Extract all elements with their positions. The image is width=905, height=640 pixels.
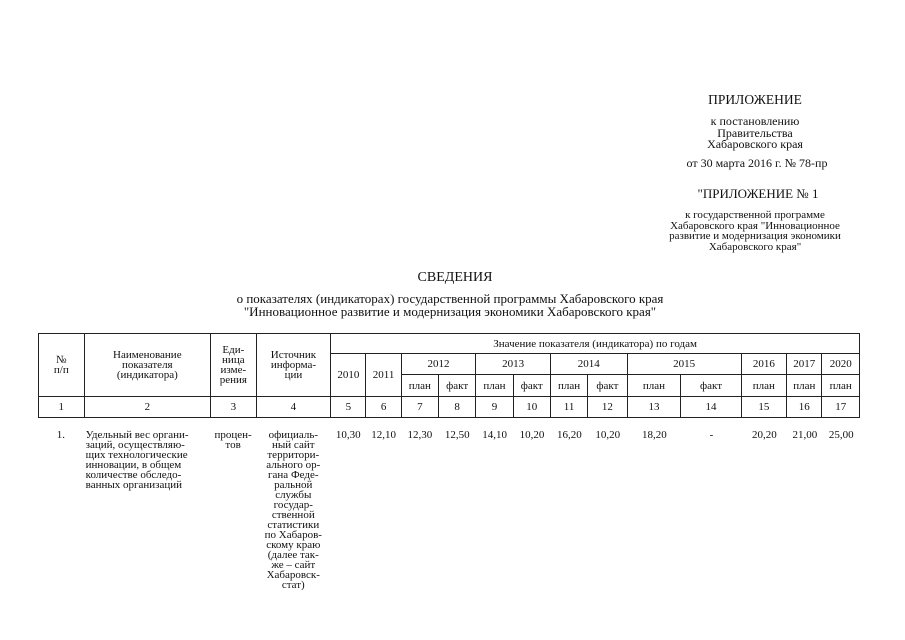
plan-2016: план xyxy=(741,375,787,397)
col-number-11: 11 xyxy=(550,397,587,418)
col-number-4: 4 xyxy=(256,397,331,418)
year-2016: 2016 xyxy=(741,354,787,375)
col-number-12: 12 xyxy=(588,397,627,418)
col-number-2: 2 xyxy=(84,397,210,418)
fact-2013: факт xyxy=(513,375,550,397)
plan-2015: план xyxy=(627,375,681,397)
value-2013-plan: 14,10 xyxy=(482,429,507,441)
value-2011: 12,10 xyxy=(371,429,396,441)
col-number-6: 6 xyxy=(366,397,401,418)
plan-2013: план xyxy=(476,375,513,397)
plan-2012: план xyxy=(401,375,438,397)
plan-2014: план xyxy=(550,375,587,397)
resolution-date: от 30 марта 2016 г. № 78-пр xyxy=(686,156,828,170)
table-row xyxy=(38,430,860,590)
year-2015: 2015 xyxy=(627,354,741,375)
value-2015-plan: 18,20 xyxy=(642,429,667,441)
year-2014: 2014 xyxy=(550,354,627,375)
col-number-8: 8 xyxy=(439,397,476,418)
col-number-5: 5 xyxy=(331,397,366,418)
indicator-unit: процен- тов xyxy=(214,429,252,451)
value-2017-plan: 21,00 xyxy=(792,429,818,441)
resolution-reference: к постановлению Правительства Хабаровского края xyxy=(707,114,803,151)
value-2014-plan: 16,20 xyxy=(556,429,582,441)
program-reference: к государственной программе Хабаровского края "Инновационное развитие и модернизация экономики Хабаровского края" xyxy=(669,209,841,253)
fact-2014: факт xyxy=(588,375,627,397)
year-2011: 2011 xyxy=(366,354,401,397)
col-number-1: 1 xyxy=(39,397,85,418)
col-number-3: 3 xyxy=(211,397,257,418)
appendix-1-heading: "ПРИЛОЖЕНИЕ № 1 xyxy=(697,186,819,201)
year-2013: 2013 xyxy=(476,354,551,375)
fact-2012: факт xyxy=(439,375,476,397)
year-2012: 2012 xyxy=(401,354,476,375)
appendix-heading: ПРИЛОЖЕНИЕ xyxy=(708,92,802,107)
col-number-9: 9 xyxy=(476,397,513,418)
value-2020-plan: 25,00 xyxy=(828,429,854,441)
col-header-source: Источник информа- ции xyxy=(256,334,331,397)
value-2016-plan: 20,20 xyxy=(752,429,777,441)
year-2010: 2010 xyxy=(331,354,366,397)
indicator-source: официаль- ный сайт территори- ального ор- гана Феде- ральной службы государ- ственной статистики по Хабаров- скому краю (далее так- же – сайт Хабаровск- стат) xyxy=(264,429,322,591)
col-header-number: № п/п xyxy=(39,334,85,397)
col-header-name: Наименование показателя (индикатора) xyxy=(84,334,210,397)
value-2013-fact: 10,20 xyxy=(519,429,545,441)
col-header-values: Значение показателя (индикатора) по годам xyxy=(331,334,860,354)
indicators-table-header xyxy=(38,333,860,418)
col-header-unit: Еди- ница изме- рения xyxy=(211,334,257,397)
year-2020: 2020 xyxy=(822,354,860,375)
plan-2020: план xyxy=(822,375,860,397)
col-number-13: 13 xyxy=(627,397,681,418)
col-number-7: 7 xyxy=(401,397,438,418)
value-2014-fact: 10,20 xyxy=(595,429,621,441)
plan-2017: план xyxy=(787,375,822,397)
col-number-14: 14 xyxy=(681,397,741,418)
fact-2015: факт xyxy=(681,375,741,397)
col-number-17: 17 xyxy=(822,397,860,418)
document-subtitle: о показателях (индикаторах) государственной программы Хабаровского края "Инновационное развитие и модернизация экономики Хабаровского края" xyxy=(236,291,664,319)
indicator-name: Удельный вес органи- заций, осуществляю- щих технологические инновации, в общем количестве обследо- ванных организаций xyxy=(85,429,189,491)
col-number-15: 15 xyxy=(741,397,787,418)
value-2012-fact: 12,50 xyxy=(444,429,470,441)
value-2015-fact: - xyxy=(709,429,714,441)
value-2012-plan: 12,30 xyxy=(407,429,433,441)
year-2017: 2017 xyxy=(787,354,822,375)
indicators-table-body xyxy=(38,430,860,590)
col-number-10: 10 xyxy=(513,397,550,418)
value-2010: 10,30 xyxy=(335,429,361,441)
col-number-16: 16 xyxy=(787,397,822,418)
document-title: СВЕДЕНИЯ xyxy=(417,270,493,285)
row-number: 1. xyxy=(56,429,65,441)
